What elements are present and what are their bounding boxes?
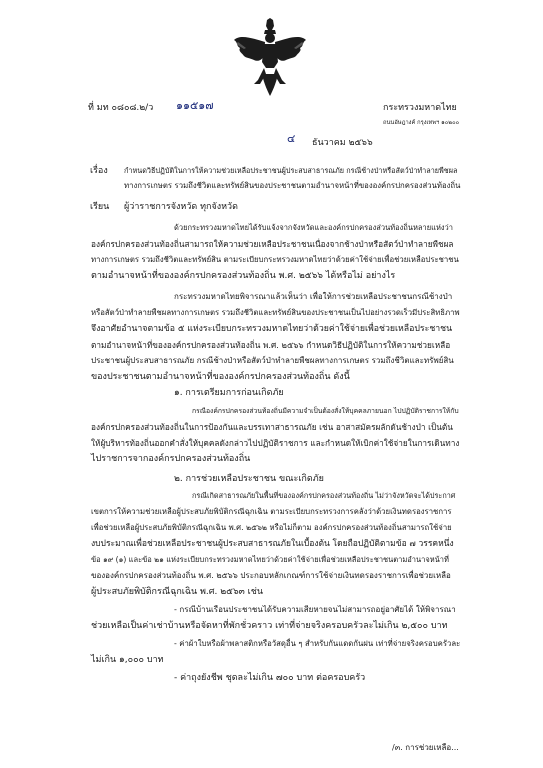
- subject-line: ทางการเกษตร รวมถึงชีวิตและทรัพย์สินของประชาชนตามอำนาจหน้าที่ขององค์กรปกครองส่วนท้องถิ่น: [124, 181, 461, 190]
- body-line: งบประมาณเพื่อช่วยเหลือประชาชนผู้ประสบสาธารณภัยในเบื้องต้น โดยถือปฏิบัติตามข้อ ๗ วรรคหนึ่ง: [91, 539, 454, 549]
- section-heading: ๑. การเตรียมการก่อนเกิดภัย: [174, 388, 284, 398]
- garuda-emblem: [232, 18, 308, 98]
- sender-address-line2: ถนนอัษฎางค์ กรุงเทพฯ ๑๐๒๐๐: [383, 120, 460, 126]
- body-line: เพื่อช่วยเหลือผู้ประสบภัยพิบัติกรณีฉุกเฉิน พ.ศ. ๒๕๖๒ หรือไม่ก็ตาม องค์กรปกครองส่วนท้องถิ่นสามารถใช้จ่าย: [91, 523, 452, 532]
- section-heading: ๒. การช่วยเหลือประชาชน ขณะเกิดภัย: [174, 474, 324, 484]
- body-line: ไปราชการจากองค์กรปกครองส่วนท้องถิ่น: [91, 454, 251, 464]
- date-day: ๔: [287, 132, 296, 145]
- body-line: ให้ผู้บริหารท้องถิ่นออกคำสั่งให้บุคคลดังกล่าวไปปฏิบัติราชการ และกำหนดให้เบิกค่าใช้จ่ายในการเดินทาง: [91, 438, 460, 448]
- subject-label: เรื่อง: [90, 166, 108, 176]
- body-line: ตามอำนาจหน้าที่ขององค์กรปกครองส่วนท้องถิ่น พ.ศ. ๒๕๖๖ ได้หรือไม่ อย่างไร: [91, 271, 396, 281]
- body-line: ประชาชนผู้ประสบสาธารณภัย กรณีช้างป่าหรือสัตว์ป่าทำลายพืชผลทางการเกษตร รวมถึงชีวิตและทรัพย์สิน: [91, 356, 454, 365]
- sender-address-line1: กระทรวงมหาดไทย: [383, 103, 457, 113]
- body-line: เขตการให้ความช่วยเหลือผู้ประสบภัยพิบัติกรณีฉุกเฉิน ตามระเบียบกระทรวงการคลังว่าด้วยเงินทดรองราชการ: [91, 507, 452, 516]
- body-line: กระทรวงมหาดไทยพิจารณาแล้วเห็นว่า เพื่อให้การช่วยเหลือประชาชนกรณีช้างป่า: [174, 292, 453, 301]
- body-line: ทางการเกษตร รวมถึงชีวิตและทรัพย์สิน ตามระเบียบกระทรวงมหาดไทยว่าด้วยค่าใช้จ่ายเพื่อช่วยเหลือประชาชน: [91, 255, 459, 264]
- bullet-line: - กรณีบ้านเรือนประชาชนได้รับความเสียหายจนไม่สามารถอยู่อาศัยได้ ให้พิจารณา: [174, 605, 456, 614]
- body-line: องค์กรปกครองส่วนท้องถิ่นสามารถให้ความช่วยเหลือประชาชนเนื่องจากช้างป่าหรือสัตว์ป่าทำลายพืชผล: [91, 239, 454, 249]
- continuation-marker: /๓. การช่วยเหลือ...: [392, 743, 459, 752]
- body-line: ผู้ประสบภัยพิบัติกรณีฉุกเฉิน พ.ศ. ๒๕๖๓ เช่น: [91, 587, 264, 597]
- body-line: กรณีเกิดสาธารณภัยในพื้นที่ขององค์กรปกครองส่วนท้องถิ่น ไม่ว่าจังหวัดจะได้ประกาศ: [192, 491, 456, 500]
- body-line: จึงอาศัยอำนาจตามข้อ ๕ แห่งระเบียบกระทรวงมหาดไทยว่าด้วยค่าใช้จ่ายเพื่อช่วยเหลือประชาชน: [91, 324, 453, 334]
- body-line: หรือสัตว์ป่าทำลายพืชผลทางการเกษตร รวมถึงชีวิตและทรัพย์สินของประชาชนเป็นไปอย่างรวดเร็วมีประสิทธิภาพ: [91, 308, 460, 317]
- body-line: ของประชาชนตามอำนาจหน้าที่ขององค์กรปกครองส่วนท้องถิ่น ดังนี้: [91, 372, 350, 382]
- bullet-line: ช่วยเหลือเป็นค่าเช่าบ้านหรือจัดหาที่พักชั่วคราว เท่าที่จ่ายจริงครอบครัวละไม่เกิน ๒,๕๐๐ บาท: [91, 621, 448, 631]
- to-label: เรียน: [90, 202, 110, 212]
- body-line: ตามอำนาจหน้าที่ขององค์กรปกครองส่วนท้องถิ่น พ.ศ. ๒๕๖๖ กำหนดวิธีปฏิบัติในการให้ความช่วยเหลือ: [91, 340, 451, 350]
- body-line: กรณีองค์กรปกครองส่วนท้องถิ่นมีความจำเป็นต้องสั่งให้บุคคลภายนอก ไปปฏิบัติราชการให้กับ: [192, 407, 459, 415]
- to-recipient: ผู้ว่าราชการจังหวัด ทุกจังหวัด: [124, 202, 238, 212]
- bullet-line: - ค่าผ้าใบหรือผ้าพลาสติกหรือวัสดุอื่น ๆ สำหรับกันแดดกันฝน เท่าที่จ่ายจริงครอบครัวละ: [174, 639, 461, 648]
- subject-line: กำหนดวิธีปฏิบัติในการให้ความช่วยเหลือประชาชนผู้ประสบสาธารณภัย กรณีช้างป่าหรือสัตว์ป่าทำลายพืชผล: [124, 166, 458, 175]
- body-line: ข้อ ๑๙ (๑) และข้อ ๒๑ แห่งระเบียบกระทรวงมหาดไทยว่าด้วยค่าใช้จ่ายเพื่อช่วยเหลือประชาชนตามอำนาจหน้าที่: [91, 555, 449, 564]
- reference-prefix: ที่ มท ๐๘๐๘.๒/ว: [88, 103, 154, 113]
- body-line: ขององค์กรปกครองส่วนท้องถิ่น พ.ศ. ๒๕๖๖ ประกอบหลักเกณฑ์การใช้จ่ายเงินทดรองราชการเพื่อช่วยเหลือ: [91, 571, 451, 580]
- date-month-year: ธันวาคม ๒๕๖๖: [312, 138, 373, 148]
- body-line: ด้วยกระทรวงมหาดไทยได้รับแจ้งจากจังหวัดและองค์กรปกครองส่วนท้องถิ่นหลายแห่งว่า: [174, 223, 453, 232]
- reference-number: ๑๑๕๑๗: [176, 99, 214, 112]
- body-line: องค์กรปกครองส่วนท้องถิ่นในการป้องกันและบรรเทาสาธารณภัย เช่น อาสาสมัครผลักดันช้างป่า เป็นต้น: [91, 422, 453, 432]
- bullet-line: - ค่าถุงยังชีพ ชุดละไม่เกิน ๗๐๐ บาท ต่อครอบครัว: [174, 673, 366, 683]
- bullet-line: ไม่เกิน ๑,๐๐๐ บาท: [91, 655, 164, 665]
